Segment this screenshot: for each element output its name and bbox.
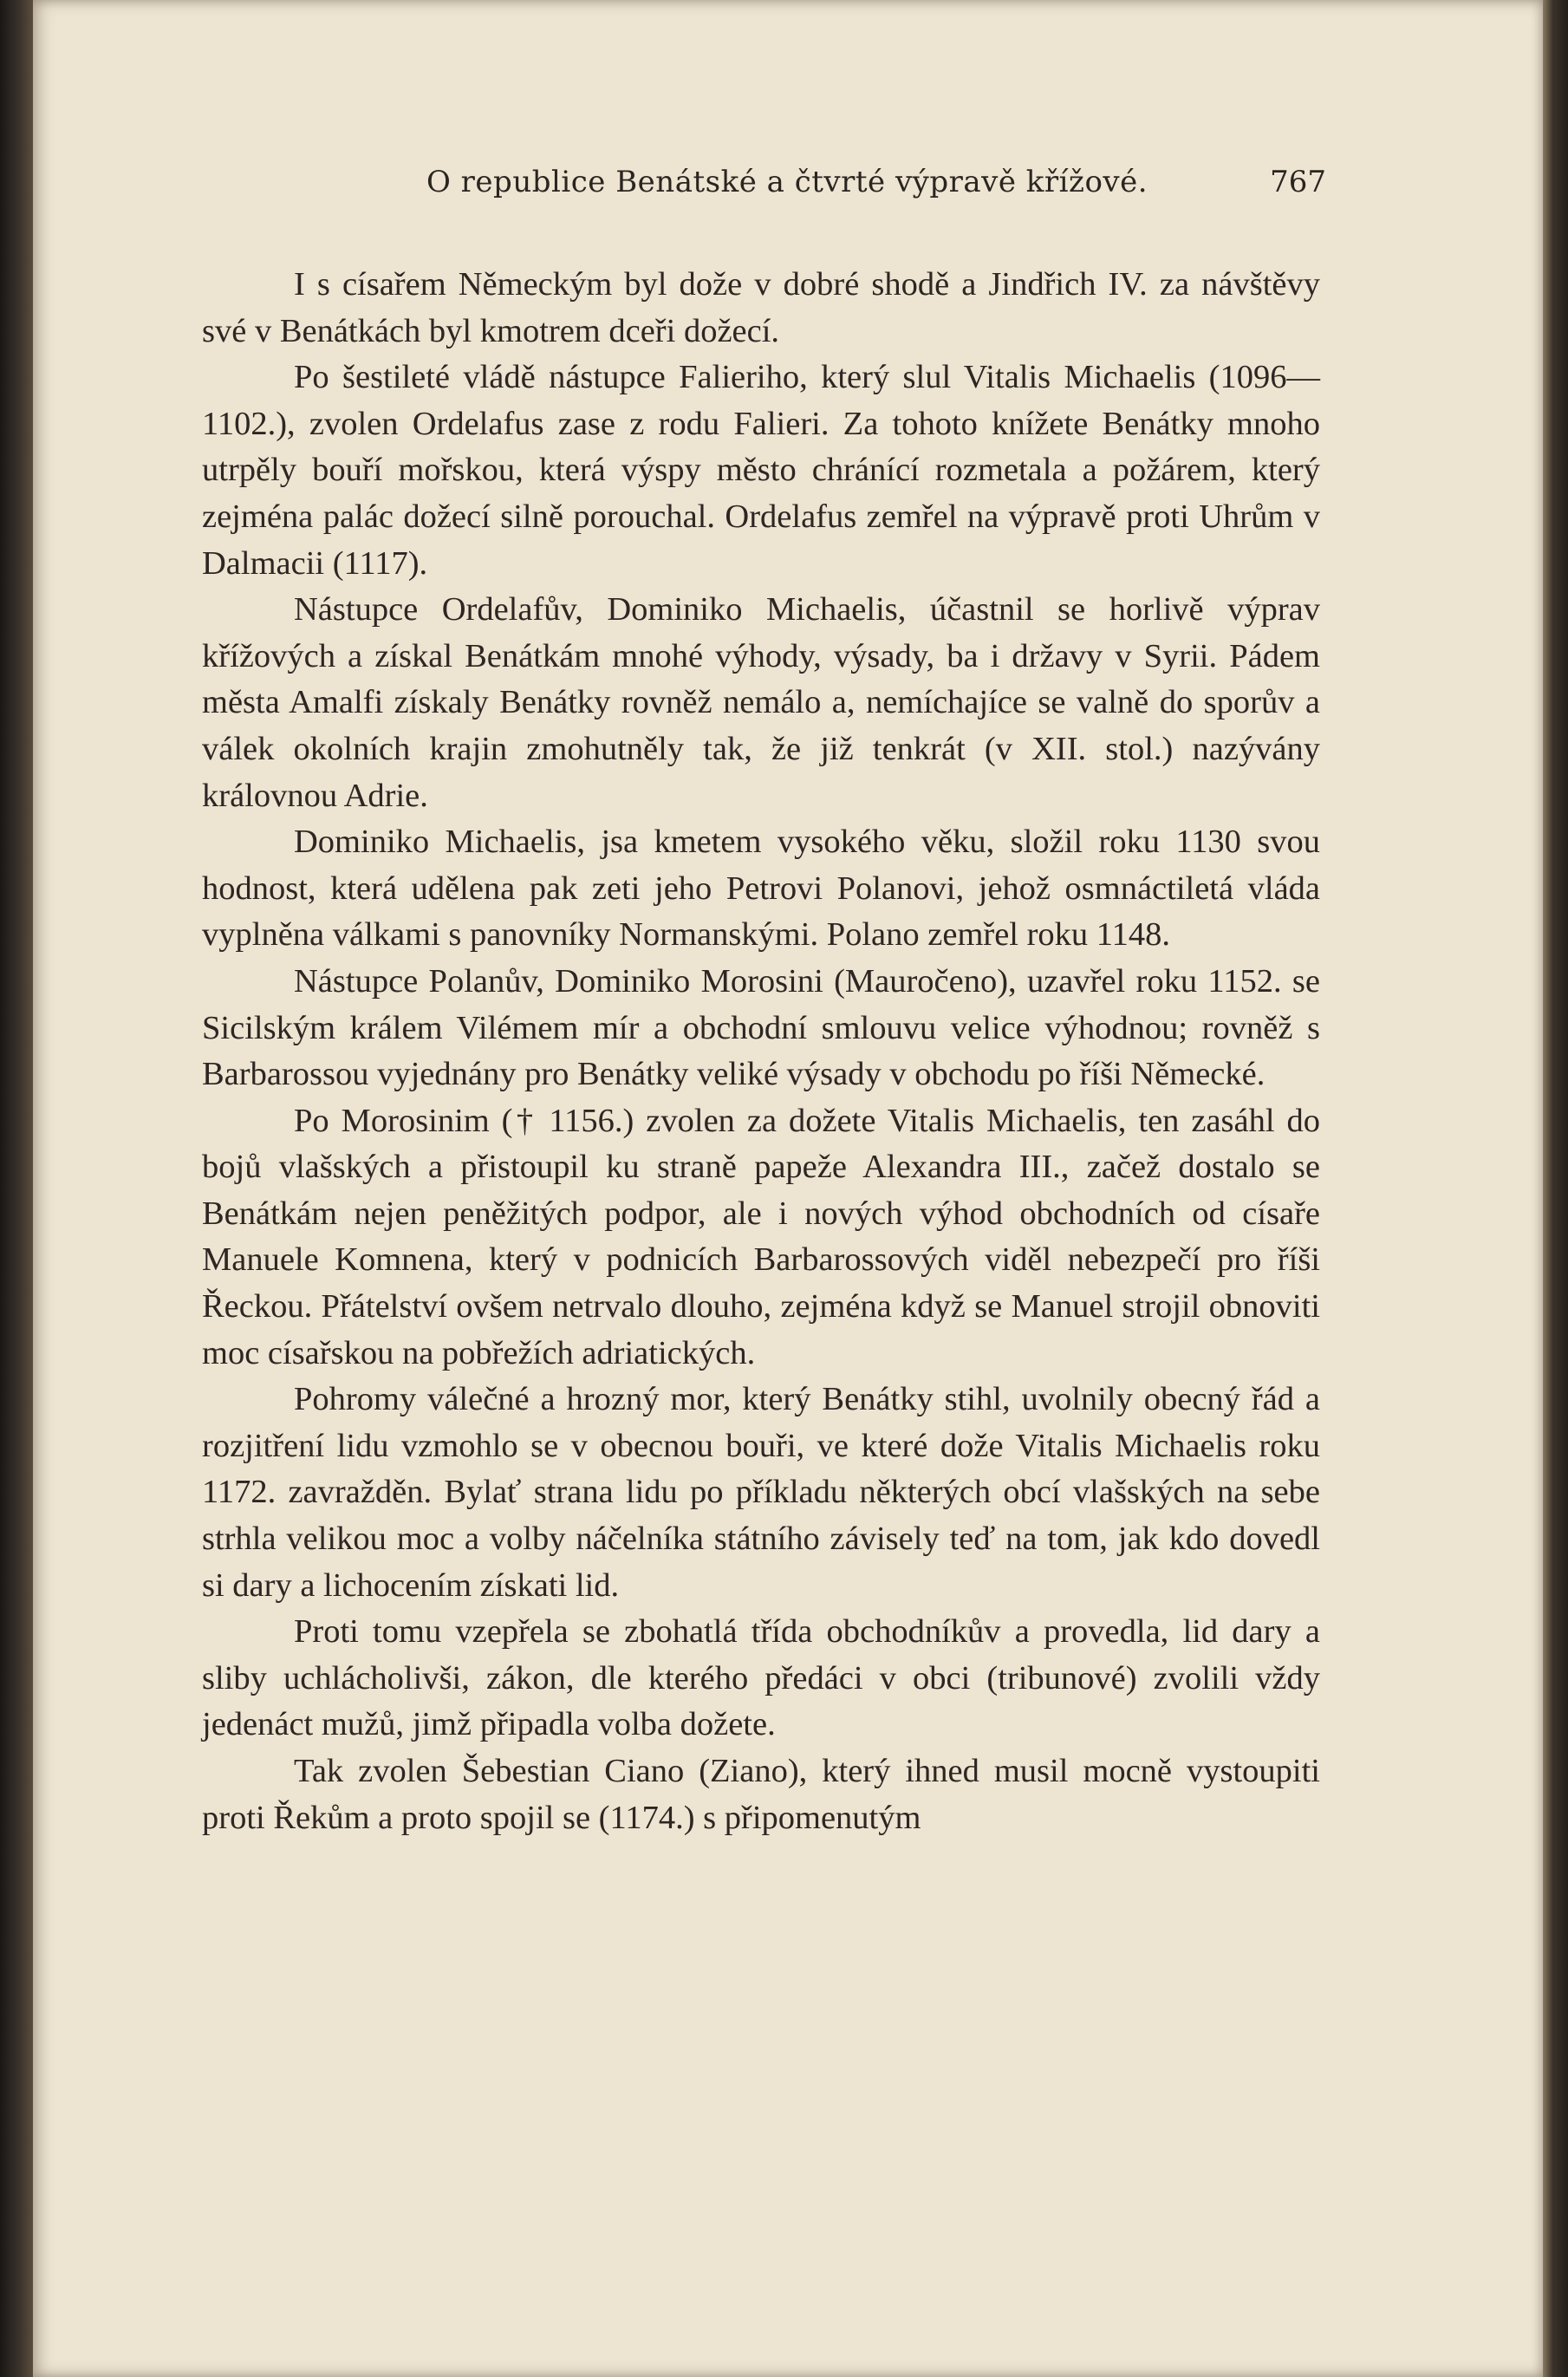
- paragraph: Dominiko Michaelis, jsa kmetem vysokého věku, složil roku 1130 svou hodnost, která udělena pak zeti jeho Petrovi Polanovi, jehož osmnáctiletá vláda vyplněna válkami s panovníky Normanskými. Polano zemřel roku 1148.: [202, 824, 1320, 954]
- paragraph: Proti tomu vzepřela se zbohatlá třída obchodníkův a provedla, lid dary a sliby uchlácholivši, zákon, dle kterého předáci v obci (tribunové) zvolili vždy jedenáct mužů, jimž připadla volba dožete.: [202, 1613, 1320, 1743]
- paragraph: Tak zvolen Šebestian Ciano (Ziano), který ihned musil mocně vystoupiti proti Řekům a proto spojil se (1174.) s připomenutým: [202, 1753, 1320, 1836]
- paragraph: Pohromy válečné a hrozný mor, který Benátky stihl, uvolnily obecný řád a rozjitření lidu vzmohlo se v obecnou bouři, ve které dože Vitalis Michaelis roku 1172. zavražděn. Bylať strana lidu po příkladu některých obcí vlašských na sebe strhla velikou moc a volby náčelníka státního závisely teď na tom, jak kdo dovedl si dary a lichocením získati lid.: [202, 1381, 1320, 1604]
- running-title: O republice Benátské a čtvrté výpravě křížové.: [426, 165, 1148, 199]
- paragraph: I s císařem Německým byl dože v dobré shodě a Jindřich IV. za návštěvy své v Benátkách byl kmotrem dceři dožecí.: [202, 266, 1320, 349]
- book-binding-edge: [0, 0, 33, 2377]
- paragraph: Nástupce Polanův, Dominiko Morosini (Mauročeno), uzavřel roku 1152. se Sicilským králem Vilémem mír a obchodní smlouvu velice výhodnou; rovněž s Barbarossou vyjednány pro Benátky veliké výsady v obchodu po říši Německé.: [202, 962, 1320, 1093]
- body-text: [202, 262, 1320, 1841]
- page-number: 767: [1270, 165, 1326, 199]
- paragraph: Po Morosinim († 1156.) zvolen za dožete Vitalis Michaelis, ten zasáhl do bojů vlašských a přistoupil ku straně papeže Alexandra III., začež dostalo se Benátkám nejen peněžitých podpor, ale i nových výhod obchodních od císaře Manuele Komnena, který v podnicích Barbarossových viděl nebezpečí pro říši Řeckou. Přátelství ovšem netrvalo dlouho, zejména když se Manuel strojil obnoviti moc císařskou na pobřežích adriatických.: [202, 1102, 1320, 1371]
- paragraph: Po šestileté vládě nástupce Falieriho, který slul Vitalis Michaelis (1096—1102.), zvolen Ordelafus zase z rodu Falieri. Za tohoto knížete Benátky mnoho utrpěly bouří mořskou, která výspy město chránící rozmetala a požárem, který zejména palác dožecí silně porouchal. Ordelafus zemřel na výpravě proti Uhrům v Dalmacii (1117).: [202, 359, 1320, 582]
- page-edge: [1543, 0, 1568, 2377]
- paragraph: Nástupce Ordelafův, Dominiko Michaelis, účastnil se horlivě výprav křížových a získal Benátkám mnohé výhody, výsady, ba i državy v Syrii. Pádem města Amalfi získaly Benátky rovněž nemálo a, nemíchajíce se valně do sporův a válek okolních krajin zmohutněly tak, že již tenkrát (v XII. stol.) nazývány královnou Adrie.: [202, 591, 1320, 814]
- page-header: [173, 165, 1326, 217]
